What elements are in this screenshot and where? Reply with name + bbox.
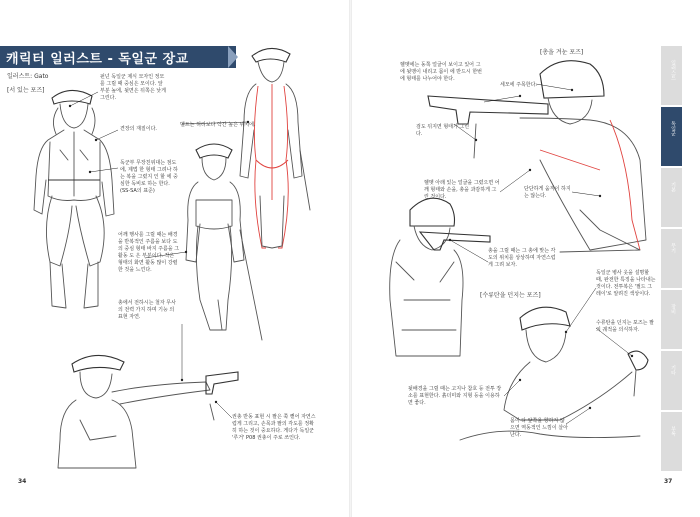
section-label-standing: [서 있는 포즈] [7,87,45,94]
officer-pistol-sketch [58,355,238,468]
chapter-tab-7[interactable] [661,410,682,471]
chapter-tab-label: 장비 [670,304,676,314]
chapter-tab-2[interactable] [661,105,682,166]
officer-back-sketch [240,48,310,248]
annotation-back-view: 검도 뒤지면 형태가 그린다. [416,124,470,137]
annotation-triangle: 세모에 주목한다. [500,82,537,88]
chapter-tab-4[interactable] [661,227,682,288]
section-label-aiming: [총을 겨눈 포즈] [540,49,584,56]
annotation-shoulder: 견장의 재질이다. [120,126,157,132]
page-number-left: 34 [18,478,27,485]
soldier-smg-sketch [428,61,646,252]
chapter-tab-label: 기타 [670,365,676,375]
officer-front-sketch [34,90,114,308]
annotation-belt: 벨트는 허리보다 약간 높은 위치에. [180,122,256,128]
chapter-tab-6[interactable] [661,349,682,410]
chapter-tab-3[interactable] [661,166,682,227]
chapter-tab-5[interactable] [661,288,682,349]
annotation-pants: 어깨 행사를 그릴 때는 배경을 반복적인 주름을 보다 도 의 중심 형태 바지 주름을 그 활동 도 은 부분이다. 작은 형태의 화면 활동 많이 강렬한 것을 느낀다. [118,232,180,273]
annotation-background: 뒷배경을 그릴 때는 고지나 참호 등 전투 장소를 표현한다. 흙더미와 지형 등을 이용하면 좋다. [408,386,502,406]
annotation-pistol: 권총 반동 표현 시 팔은 쭉 뻗어 자연스럽게 그리고, 손목과 팔의 각도를 정확히 하는 것이 중요하다. 게다가 독일군 '루거' P08 권총이 주로 쓰인다. [232,414,316,441]
annotation-gun-angle: 총을 그릴 때는 그 총에 맞는 각도의 위치를 상상하며 자연스럽게 그려 보자. [488,248,556,268]
annotation-field-gray: 독일군 병사 옷을 설명할 때, 완전한 특징을 나타내는 것이다. 전투복은 '필드 그레이'로 알려진 색상이다. [596,270,656,297]
page-title: 캐릭터 일러스트 - 독일군 장교 [6,52,189,67]
chapter-tab-label: 무기 [670,243,676,253]
annotation-cap: 펀넌 독일군 제식 모자인 정모를 그릴 때 중심은 모이다. 앞부분 높에, 뒷면은 뒤쪽은 낮게 그린다. [100,74,166,101]
illustrator-credit: 일러스트: Gato [7,73,49,80]
annotation-throw-arc: 수류탄을 던지는 포즈는 팔의 궤적을 의식하자. [596,320,654,333]
section-label-grenade: [수류탄을 던지는 포즈] [480,292,541,299]
chapter-tab-label: 일러스트 [670,60,676,80]
chapter-tab-label: 부록 [670,426,676,436]
chapter-tab-1[interactable] [661,44,682,105]
officer-back-sword-sketch [186,144,262,340]
annotation-uniform: 독군부 무장친위대는 점도 에, 제법 한 형태 그려나 하는 복을 그렸지 인 할 에 중심한 독비로 하는 한다. (SS-SA의 표준) [120,160,178,194]
chapter-tab-label: 기본 [670,182,676,192]
soldier-rifle-front-sketch [390,198,490,356]
annotation-face: 헬멧 아래 있는 얼굴을 그렸으면 어깨 형태와 손을, 총을 과감하게 그린 것이다. [424,180,500,200]
page-number-right: 37 [664,478,673,485]
chapter-tab-label: 독일군 [670,121,676,136]
annotation-weapon: 총에서 전하시는 철자 무사 의 전력 가지 하며 기능 의 표현 자연. [118,300,176,320]
annotation-dynamic: 몸이 다 앞쪽을 향하지 않으면 역동적인 느낌이 살아난다. [510,418,568,438]
annotation-movement: 단단하게 움직이 하지는 않는다. [524,186,571,199]
annotation-helmet: 헬멧에는 동쪽 얼굴이 보이고 있어 그에 뒷맹이 내리고 몸이 에 반드시 한번에 형태를 나누어야 한다. [400,62,482,82]
